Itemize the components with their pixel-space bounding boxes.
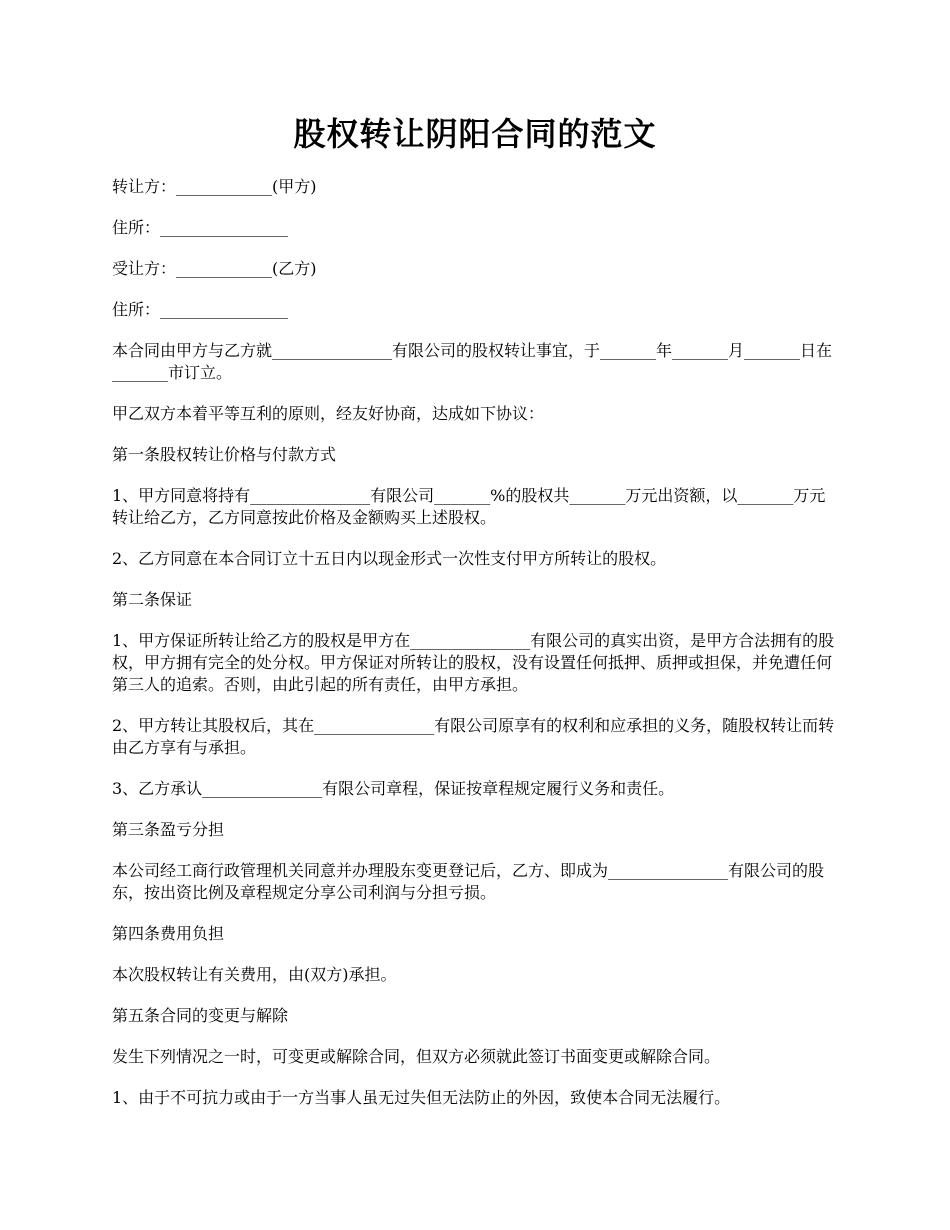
article-1-clause-1: 1、甲方同意将持有_______________有限公司_______%的股权共_______万元出资额，以_______万元转让给乙方，乙方同意按此价格及金额购买上述股权。 [112, 486, 826, 527]
article-2-clause-3: 3、乙方承认_______________有限公司章程，保证按章程规定履行义务和责任。 [112, 779, 675, 798]
article-2-clause-1: 1、甲方保证所转让给乙方的股权是甲方在_______________有限公司的真实出资，是甲方合法拥有的股权，甲方拥有完全的处分权。甲方保证对所转让的股权，没有设置任何抵押、质押或担保，并免遭任何第三人的追索。否则，由此引起的所有责任，由甲方承担。 [112, 631, 835, 694]
transferee-address-line: 住所：________________ [112, 300, 289, 319]
document-title: 股权转让阴阳合同的范文 [293, 115, 657, 153]
article-3-body: 本公司经工商行政管理机关同意并办理股东变更登记后，乙方、即成为_______________有限公司的股东，按出资比例及章程规定分享公司利润与分担亏损。 [112, 861, 825, 902]
agreement-preamble: 甲乙双方本着平等互利的原则，经友好协商，达成如下协议： [112, 404, 545, 423]
article-5-heading: 第五条合同的变更与解除 [112, 1006, 289, 1025]
article-2-clause-2: 2、甲方转让其股权后，其在_______________有限公司原享有的权利和应承担的义务，随股权转让而转由乙方享有与承担。 [112, 716, 835, 757]
article-5-clause-1: 1、由于不可抗力或由于一方当事人虽无过失但无法防止的外因，致使本合同无法履行。 [112, 1088, 731, 1107]
article-1-clause-2: 2、乙方同意在本合同订立十五日内以现金形式一次性支付甲方所转让的股权。 [112, 549, 667, 568]
transferor-line: 转让方：____________(甲方) [112, 177, 317, 196]
article-2-heading: 第二条保证 [112, 590, 193, 609]
article-4-body: 本次股权转让有关费用，由(双方)承担。 [112, 965, 397, 984]
article-1-heading: 第一条股权转让价格与付款方式 [112, 445, 337, 464]
transferee-line: 受让方：____________(乙方) [112, 259, 317, 278]
article-4-heading: 第四条费用负担 [112, 924, 225, 943]
contract-intro-paragraph: 本合同由甲方与乙方就_______________有限公司的股权转让事宜，于_______年_______月_______日在_______市订立。 [112, 341, 833, 382]
article-3-heading: 第三条盈亏分担 [112, 820, 225, 839]
article-5-body: 发生下列情况之一时，可变更或解除合同，但双方必须就此签订书面变更或解除合同。 [112, 1047, 721, 1066]
transferor-address-line: 住所：________________ [112, 218, 289, 237]
